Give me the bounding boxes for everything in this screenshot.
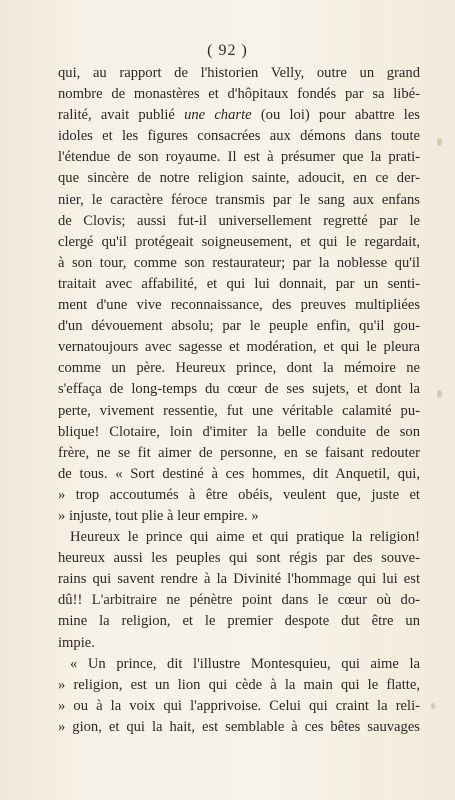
paper-stain-mark xyxy=(437,390,442,398)
text-line-25: rains qui savent rendre à la Divinité l'hommage qui lui est xyxy=(58,571,420,588)
text-line-2: nombre de monastères et d'hôpitaux fondés par sa libé- xyxy=(58,86,420,103)
text-line-11: traitait avec affabilité, et qui lui donnait, par un senti- xyxy=(58,275,420,292)
text-line-24: heureux aussi les peuples qui sont régis par des souve- xyxy=(58,550,420,567)
body-text xyxy=(58,63,420,738)
text-line-4: idoles et les figures consacrées aux démons dans toute xyxy=(58,128,420,145)
text-line-16: s'effaça de long-temps du cœur de ses sujets, et dont la xyxy=(58,381,420,398)
text-line-8: de Clovis; aussi fut-il universellement regretté par le xyxy=(58,212,420,229)
italic-phrase: une charte xyxy=(184,107,252,124)
text-line-14: vernatoujours avec sagesse et modération, et qui le pleura xyxy=(58,339,420,356)
text-line-17: perte, vivement ressentie, fut une véritable calamité pu- xyxy=(58,402,420,419)
text-line-13: d'un dévouement absolu; par le peuple enfin, qu'il gou- xyxy=(58,318,420,335)
text-line-3-start: ralité, avait publié xyxy=(58,107,185,124)
text-line-30: » religion, est un lion qui cède à la main qui le flatte, xyxy=(58,676,420,693)
text-line-5: l'étendue de son royaume. Il est à présumer que la prati- xyxy=(58,149,420,166)
text-line-26: dû!! L'arbitraire ne pénètre point dans le cœur où do- xyxy=(58,592,420,609)
text-line-3-end: (ou loi) pour abattre les xyxy=(251,107,420,124)
text-line-12: ment d'une vive reconnaissance, des preuves multipliées xyxy=(58,297,420,314)
text-line-7: nier, le caractère féroce transmis par le sang aux enfans xyxy=(58,191,420,208)
paper-stain-mark xyxy=(437,138,442,146)
text-line-15: comme un père. Heureux prince, dont la mémoire ne xyxy=(58,360,420,377)
text-line-6: que sincère de notre religion sainte, adoucit, en ce der- xyxy=(58,170,420,187)
text-line-27: mine la religion, et le premier despote dut être un xyxy=(58,613,420,630)
paper-stain-mark xyxy=(431,703,435,709)
text-line-20: de tous. « Sort destiné à ces hommes, dit Anquetil, qui, xyxy=(58,465,420,482)
text-line-18: blique! Clotaire, loin d'imiter la belle conduite de son xyxy=(58,423,420,440)
text-line-28: impie. xyxy=(58,634,95,651)
text-line-22: » injuste, tout plie à leur empire. » xyxy=(58,507,259,524)
text-line-3 xyxy=(58,105,420,126)
text-line-21: » trop accoutumés à être obéis, veulent que, juste et xyxy=(58,486,420,503)
text-line-1: qui, au rapport de l'historien Velly, outre un grand xyxy=(58,65,420,81)
text-line-23: Heureux le prince qui aime et qui pratique la religion! xyxy=(70,529,420,546)
text-line-31: » ou à la voix qui l'apprivoise. Celui qui craint la reli- xyxy=(58,697,420,714)
text-line-19: frère, ne se fit aimer de personne, en se faisant redouter xyxy=(58,444,420,461)
text-line-10: à son tour, comme son restaurateur; par la noblesse qu'il xyxy=(58,254,420,271)
text-line-32: » gion, et qui la hait, est semblable à ces bêtes sauvages xyxy=(58,718,420,735)
page-number: ( 92 ) xyxy=(207,42,248,59)
text-line-9: clergé qu'il protégeait soigneusement, et qui le regardait, xyxy=(58,233,420,250)
text-line-29: « Un prince, dit l'illustre Montesquieu, qui aime la xyxy=(70,655,420,672)
